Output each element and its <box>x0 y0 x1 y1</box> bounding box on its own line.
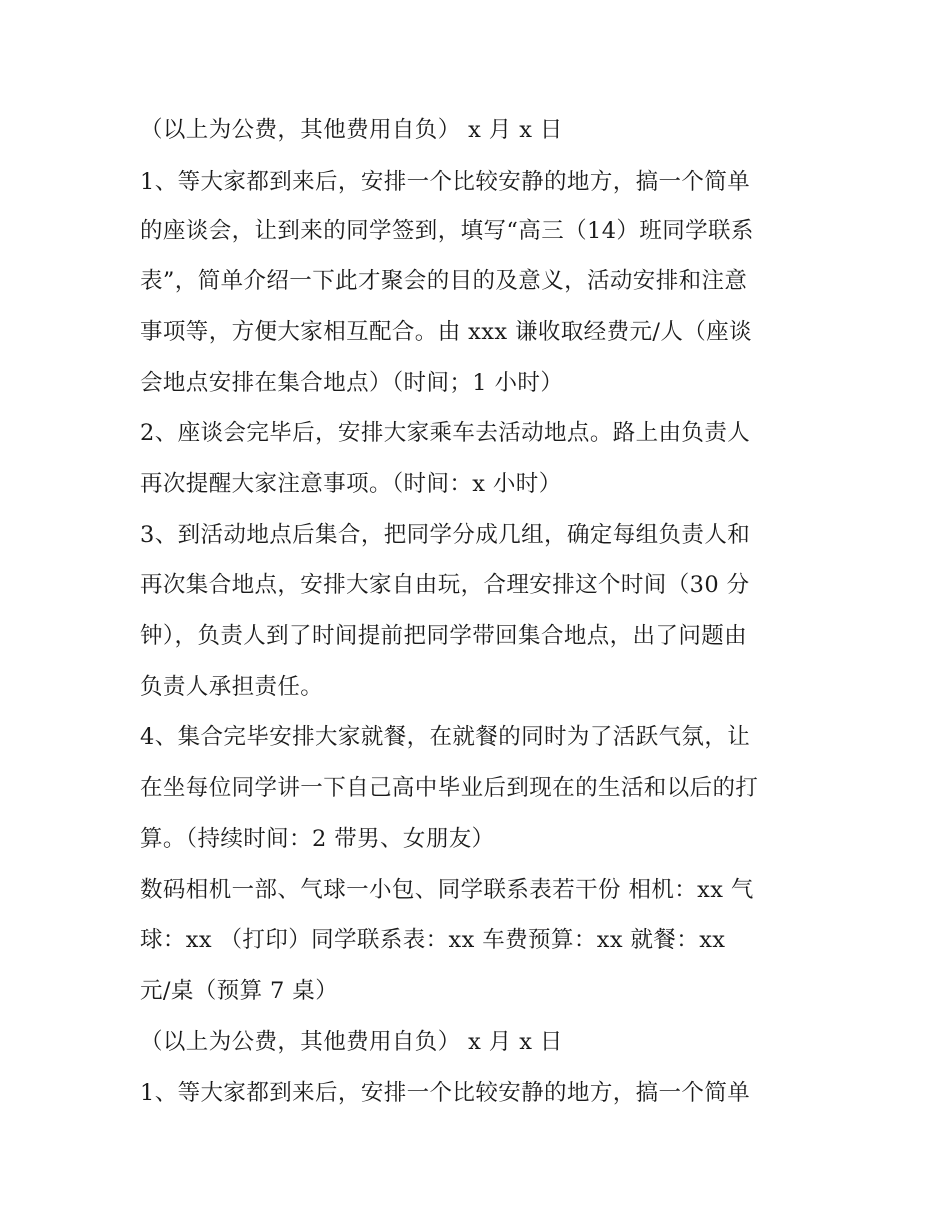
text-line: 在坐每位同学讲一下自己高中毕业后到现在的生活和以后的打 <box>140 775 759 801</box>
text-line: 表”，简单介绍一下此才聚会的目的及意义，活动安排和注意 <box>140 268 748 294</box>
text-line: 会地点安排在集合地点）（时间；1 小时） <box>140 370 564 396</box>
text-line: 2、座谈会完毕后，安排大家乘车去活动地点。路上由负责人 <box>140 420 751 446</box>
text-line: 钟），负责人到了时间提前把同学带回集合地点，出了问题由 <box>140 623 748 649</box>
text-line: 再次提醒大家注意事项。（时间：x 小时） <box>140 471 562 497</box>
text-line: 球：xx （打印）同学联系表：xx 车费预算：xx 就餐：xx <box>140 927 726 953</box>
text-line: 1、等大家都到来后，安排一个比较安静的地方，搞一个简单 <box>140 169 751 195</box>
text-line: 事项等，方便大家相互配合。由 xxx 谦收取经费元/人（座谈 <box>140 319 752 345</box>
text-line: （以上为公费，其他费用自负） x 月 x 日 <box>140 1029 563 1055</box>
text-line: （以上为公费，其他费用自负） x 月 x 日 <box>140 117 563 143</box>
text-line: 的座谈会，让到来的同学签到，填写“高三（14）班同学联系 <box>140 218 754 244</box>
text-line: 数码相机一部、气球一小包、同学联系表若干份 相机：xx 气 <box>140 877 754 903</box>
text-line: 元/桌（预算 7 桌） <box>140 978 339 1004</box>
text-line: 4、集合完毕安排大家就餐，在就餐的同时为了活跃气氛，让 <box>140 724 751 750</box>
text-line: 1、等大家都到来后，安排一个比较安静的地方，搞一个简单 <box>140 1080 751 1106</box>
text-line: 负责人承担责任。 <box>140 674 324 700</box>
text-line: 3、到活动地点后集合，把同学分成几组，确定每组负责人和 <box>140 522 751 548</box>
text-line: 再次集合地点，安排大家自由玩，合理安排这个时间（30 分 <box>140 572 750 598</box>
text-line: 算。（持续时间：2 带男、女朋友） <box>140 826 495 852</box>
